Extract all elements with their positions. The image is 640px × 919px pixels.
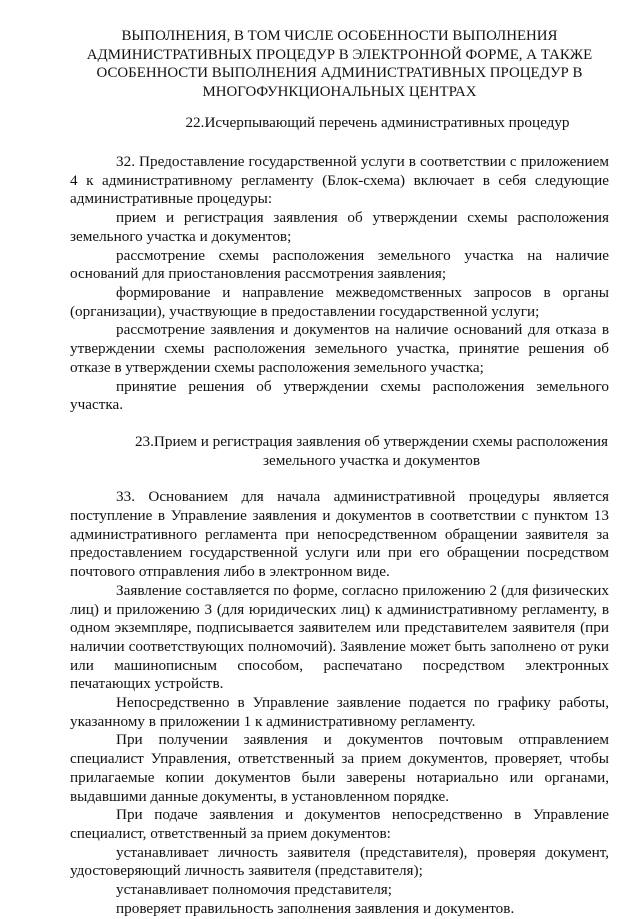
chapter-heading-line: АДМИНИСТРАТИВНЫХ ПРОЦЕДУР В ЭЛЕКТРОННОЙ ФОРМЕ, А ТАКЖЕ — [86, 46, 593, 63]
list-item: устанавливает личность заявителя (представителя), проверяя документ, удостоверяющий личность заявителя (представителя); — [70, 843, 609, 880]
paragraph: При подаче заявления и документов непосредственно в Управление специалист, ответственный за прием документов: — [70, 806, 609, 842]
chapter-heading — [70, 27, 609, 101]
section-23-title-line: 23.Прием и регистрация заявления об утверждении схемы расположения — [134, 432, 609, 450]
paragraph-32: 32. Предоставление государственной услуги в соответствии с приложением 4 к административному регламенту (Блок-схема) включает в себя следующие административные процедуры: — [70, 153, 609, 208]
section-23-title-line: земельного участка и документов — [262, 451, 481, 469]
section-22-title: 22.Исчерпывающий перечень административных процедур — [185, 114, 570, 132]
chapter-heading-line: ОСОБЕННОСТИ ВЫПОЛНЕНИЯ АДМИНИСТРАТИВНЫХ ПРОЦЕДУР В — [96, 65, 583, 82]
paragraph: Заявление составляется по форме, согласно приложению 2 (для физических лиц) и приложению 3 (для юридических лиц) к административному регламенту, в одном экземпляре, подписывается заявителем или представителем заявителя (при наличии соответствующих полномочий). Заявление может быть заполнено от руки или машинописным способом, распечатано посредством электронных печатающих устройств. — [70, 581, 609, 693]
list-item: устанавливает полномочия представителя; — [116, 881, 392, 899]
list-item: принятие решения об утверждении схемы расположения земельного участка. — [70, 377, 609, 414]
list-item: прием и регистрация заявления об утверждении схемы расположения земельного участка и документов; — [70, 209, 609, 245]
section-23-body — [70, 488, 609, 918]
section-23-title — [70, 433, 609, 470]
paragraph: Непосредственно в Управление заявление подается по графику работы, указанному в приложении 1 к административному регламенту. — [70, 694, 609, 730]
list-item: рассмотрение схемы расположения земельного участка на наличие оснований для приостановления рассмотрения заявления; — [70, 246, 609, 283]
paragraph-33: 33. Основанием для начала административной процедуры является поступление в Управление заявления и документов в соответствии с пунктом 13 административного регламента при непосредственном обращении заявителя за предоставлением государственной услуги или при его обращении посредством почтового отправления либо в электронном виде. — [70, 488, 609, 581]
list-item: формирование и направление межведомственных запросов в органы (организации), участвующие в предоставлении государственной услуги; — [70, 284, 609, 320]
chapter-heading-line: ВЫПОЛНЕНИЯ, В ТОМ ЧИСЛЕ ОСОБЕННОСТИ ВЫПОЛНЕНИЯ — [121, 28, 558, 44]
list-item: рассмотрение заявления и документов на наличие оснований для отказа в утверждении схемы расположения земельного участка, принятие решения об отказе в утверждении схемы расположения земельного участка; — [70, 321, 609, 376]
paragraph: При получении заявления и документов почтовым отправлением специалист Управления, ответственный за прием документов, проверяет, чтобы прилагаемые копии документов были заверены нотариально или органами, выдавшими данные документы, в установленном порядке. — [70, 731, 609, 805]
section-22-body — [70, 153, 609, 415]
chapter-heading-line: МНОГОФУНКЦИОНАЛЬНЫХ ЦЕНТРАХ — [202, 83, 477, 100]
list-item: проверяет правильность заполнения заявления и документов. — [116, 899, 515, 917]
